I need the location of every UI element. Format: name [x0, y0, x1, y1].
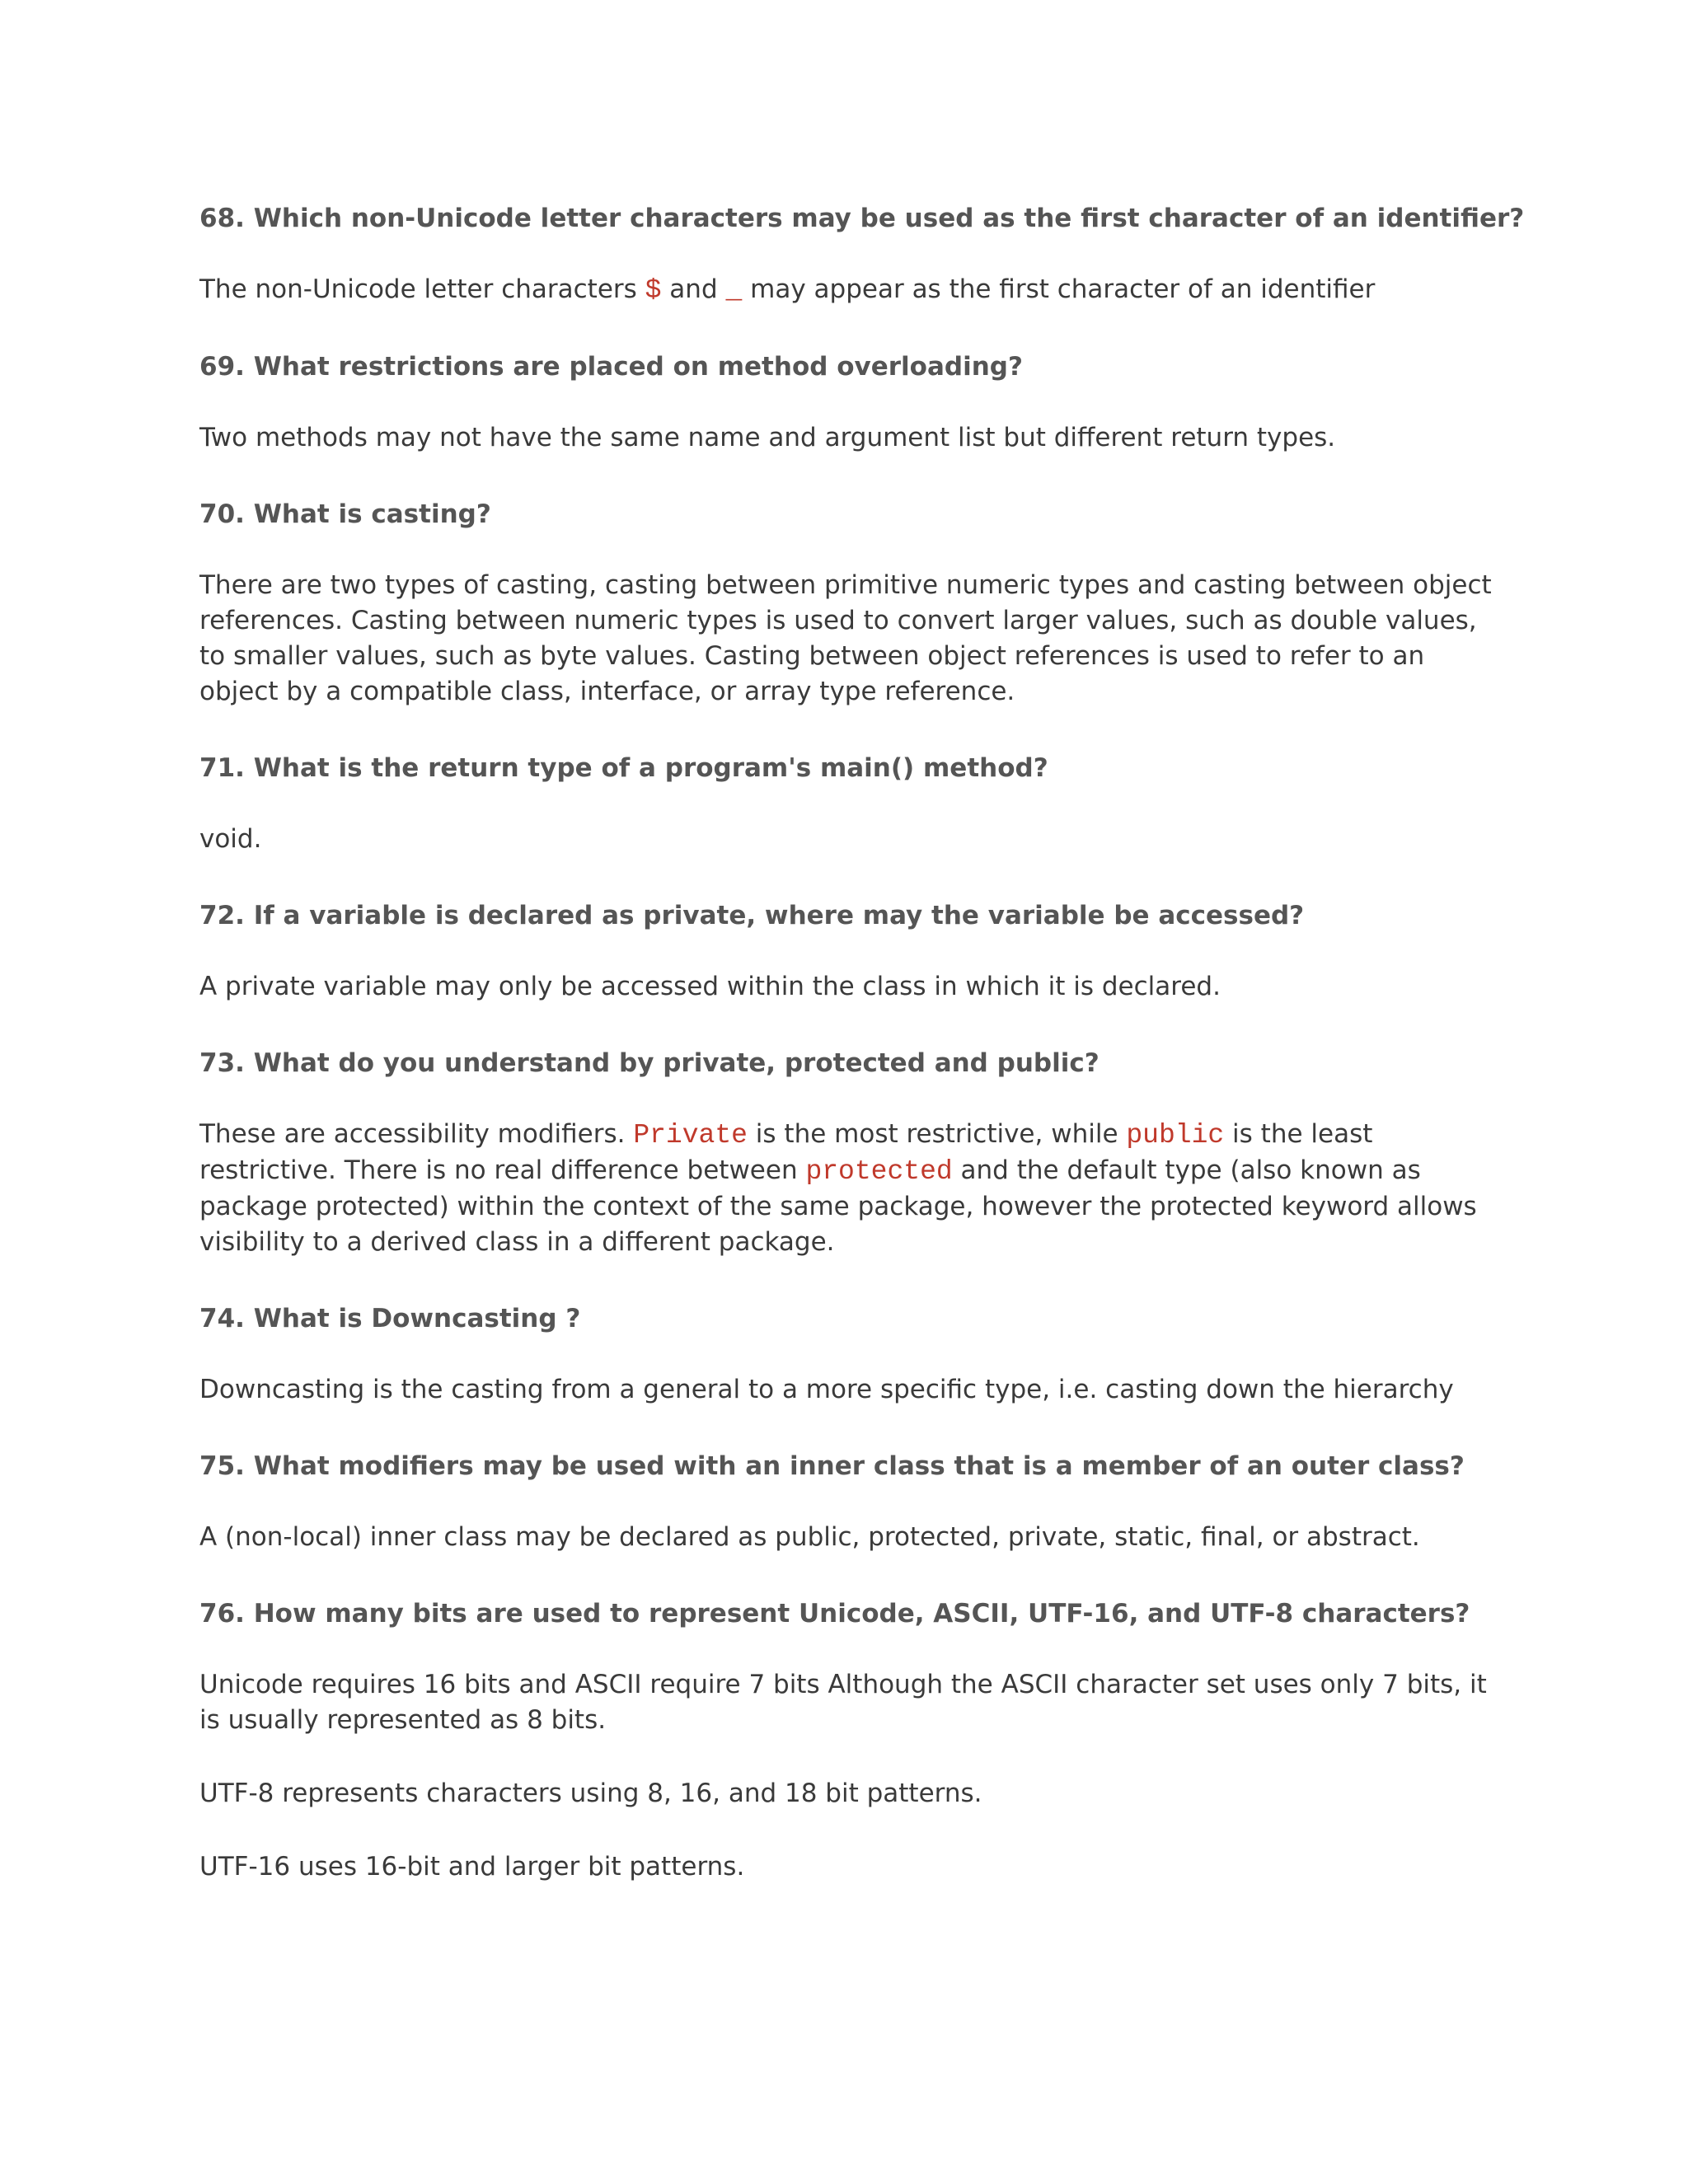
answer-73-text-1: These are accessibility modifiers.	[199, 1119, 634, 1149]
answer-76-paragraph-1: Unicode requires 16 bits and ASCII require 7 bits Although the ASCII character set uses only 7 bits, it is usually represented as 8 bits.	[199, 1670, 1487, 1735]
answer-72: A private variable may only be accessed within the class in which it is declared.	[199, 972, 1221, 1001]
answer-68-code-dollar: $	[645, 275, 662, 306]
answer-71: void.	[199, 824, 262, 854]
answer-74: Downcasting is the casting from a general to a more specific type, i.e. casting down the hierarchy	[199, 1375, 1454, 1404]
answer-68	[199, 272, 1502, 308]
question-69: 69. What restrictions are placed on method overloading?	[199, 352, 1023, 382]
answer-73-code-private: Private	[633, 1120, 748, 1151]
question-72: 72. If a variable is declared as private, where may the variable be accessed?	[199, 901, 1305, 930]
answer-73-text-3: is the least restrictive. There is no real difference between	[199, 1119, 1373, 1185]
answer-73-text-4: and the default type (also known as package protected) within the context of the same package, however the protected keyword allows visibility to a derived class in a different package.	[199, 1155, 1477, 1257]
answer-73-code-protected: protected	[805, 1156, 953, 1187]
qa-content	[199, 198, 1525, 1923]
answer-68-text-2: and	[661, 274, 726, 304]
question-76: 76. How many bits are used to represent Unicode, ASCII, UTF-16, and UTF-8 characters?	[199, 1599, 1470, 1629]
question-74: 74. What is Downcasting ?	[199, 1304, 581, 1333]
answer-69: Two methods may not have the same name and argument list but different return types.	[199, 423, 1336, 452]
answer-70: There are two types of casting, casting between primitive numeric types and casting between object references. Casting between numeric types is used to convert larger values, such as double values, to smaller values, such as byte values. Casting between object references is used to refer to an object by a compatible class, interface, or array type reference.	[199, 570, 1492, 706]
question-68: 68. Which non-Unicode letter characters may be used as the first character of an identifier?	[199, 204, 1525, 233]
question-75: 75. What modifiers may be used with an inner class that is a member of an outer class?	[199, 1451, 1465, 1481]
question-73: 73. What do you understand by private, protected and public?	[199, 1048, 1100, 1078]
answer-73-text-2: is the most restrictive, while	[747, 1119, 1127, 1149]
answer-76-paragraph-3: UTF-16 uses 16-bit and larger bit patterns.	[199, 1852, 745, 1882]
question-70: 70. What is casting?	[199, 499, 491, 529]
question-71: 71. What is the return type of a program's main() method?	[199, 753, 1048, 783]
answer-75: A (non-local) inner class may be declared as public, protected, private, static, final, or abstract.	[199, 1522, 1420, 1552]
answer-68-text-1: The non-Unicode letter characters	[199, 274, 645, 304]
answer-76-paragraph-2: UTF-8 represents characters using 8, 16, and 18 bit patterns.	[199, 1779, 982, 1808]
answer-73	[199, 1117, 1502, 1260]
answer-68-text-3: may appear as the first character of an identifier	[742, 274, 1376, 304]
answer-73-code-public: public	[1126, 1120, 1225, 1151]
answer-68-code-underscore: _	[725, 275, 743, 306]
